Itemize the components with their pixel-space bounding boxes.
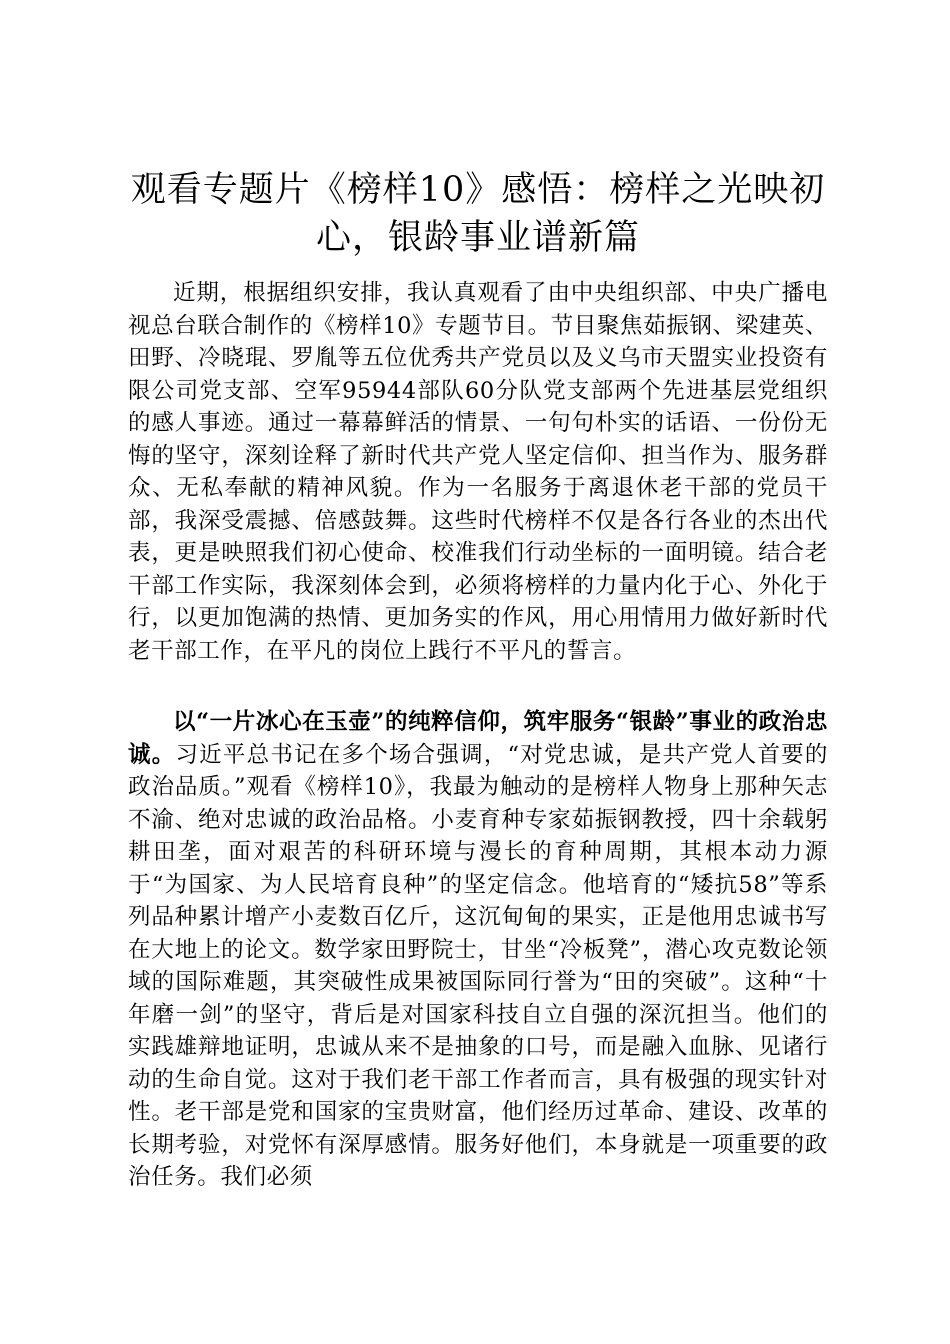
paragraph-section-1 xyxy=(128,706,828,1194)
paragraph-body: 近期，根据组织安排，我认真观看了由中央组织部、中央广播电视总台联合制作的《榜样10》专题节目。节目聚焦茹振钢、梁建英、田野、冷晓琨、罗胤等五位优秀共产党员以及义乌市天盟实业投资有限公司党支部、空军95944部队60分队党支部两个先进基层党组织的感人事迹。通过一幕幕鲜活的情景、一句句朴实的话语、一份份无悔的坚守，深刻诠释了新时代共产党人坚定信仰、担当作为、服务群众、无私奉献的精神风貌。作为一名服务于离退休老干部的党员干部，我深受震撼、倍感鼓舞。这些时代榜样不仅是各行各业的杰出代表，更是映照我们初心使命、校准我们行动坐标的一面明镜。结合老干部工作实际，我深刻体会到，必须将榜样的力量内化于心、外化于行，以更加饱满的热情、更加务实的作风，用心用情用力做好新时代老干部工作，在平凡的岗位上践行不平凡的誓言。 xyxy=(128,280,828,664)
paragraph-intro xyxy=(128,277,828,667)
paragraph-body: 习近平总书记在多个场合强调，“对党忠诚，是共产党人首要的政治品质。”观看《榜样10》，我最为触动的是榜样人物身上那种矢志不渝、绝对忠诚的政治品格。小麦育种专家茹振钢教授，四十余载躬耕田垄，面对艰苦的科研环境与漫长的育种周期，其根本动力源于“为国家、为人民培育良种”的坚定信念。他培育的“矮抗58”等系列品种累计增产小麦数百亿斤，这沉甸甸的果实，正是他用忠诚书写在大地上的论文。数学家田野院士，甘坐“冷板凳”，潜心攻克数论领域的国际难题，其突破性成果被国际同行誉为“田的突破”。这种“十年磨一剑”的坚守，背后是对国家科技自立自强的深沉担当。他们的实践雄辩地证明，忠诚从来不是抽象的口号，而是融入血脉、见诸行动的生命自觉。这对于我们老干部工作者而言，具有极强的现实针对性。老干部是党和国家的宝贵财富，他们经历过革命、建设、改革的长期考验，对党怀有深厚感情。服务好他们，本身就是一项重要的政治任务。我们必须 xyxy=(128,741,829,1190)
paragraph-lead: 以“一片冰心在玉壶”的纯粹信仰，筑牢服务“银龄”事业的政治忠诚。 xyxy=(128,709,828,768)
document-title: 观看专题片《榜样10》感悟：榜样之光映初心，银龄事业谱新篇 xyxy=(130,170,826,258)
